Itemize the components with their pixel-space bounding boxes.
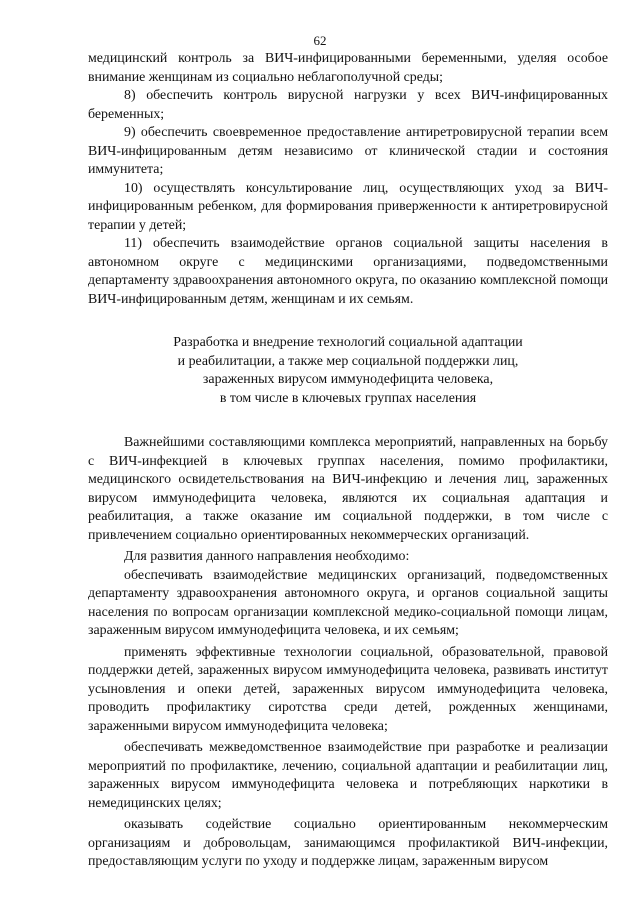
- section-heading: [88, 334, 608, 408]
- list-item: 11) обеспечить взаимодействие органов социальной защиты населения в автономном округе с медицинскими организациями, подведомственными департаменту здравоохранения автономного округа, по оказанию комплексной помощи ВИЧ-инфицированным детям, женщинам и их семьям.: [88, 236, 608, 307]
- section-heading-line: Разработка и внедрение технологий социальной адаптации: [173, 335, 523, 350]
- list-item: оказывать содействие социально ориентированным некоммерческим организациям и добровольцам, занимающимся профилактикой ВИЧ-инфекции, предоставляющим услуги по уходу и поддержке лицам, зараженным вирусом: [88, 817, 608, 869]
- paragraph: Для развития данного направления необходимо:: [124, 549, 410, 564]
- page-number: 62: [313, 33, 327, 48]
- paragraph: Важнейшими составляющими комплекса мероприятий, направленных на борьбу с ВИЧ-инфекцией в ключевых группах населения, помимо профилактики, медицинского освидетельствования на ВИЧ-инфекцию и лечения лиц, зараженных вирусом иммунодефицита человека, являются их социальная адаптация и реабилитация, а также оказание им социальной поддержки, в том числе с привлечением социально ориентированных некоммерческих организаций.: [88, 435, 608, 543]
- list-item: обеспечивать взаимодействие медицинских организаций, подведомственных департаменту здравоохранения автономного округа, и органов социальной защиты населения по вопросам организации комплексной медико-социальной помощи лицам, зараженным вирусом иммунодефицита человека, и их семьям;: [88, 567, 608, 638]
- section-heading-line: в том числе в ключевых группах населения: [219, 390, 477, 406]
- section-heading-line: зараженных вирусом иммунодефицита человека,: [202, 372, 494, 387]
- paragraph: медицинский контроль за ВИЧ-инфицированными беременными, уделяя особое внимание женщинам из социально неблагополучной среды;: [88, 51, 608, 85]
- list-item: 9) обеспечить своевременное предоставление антиретровирусной терапии всем ВИЧ-инфицированным детям независимо от клинической стадии и состояния иммунитета;: [88, 125, 608, 177]
- section-heading-line: и реабилитации, а также мер социальной поддержки лиц,: [177, 353, 519, 369]
- list-item: применять эффективные технологии социальной, образовательной, правовой поддержки детей, зараженных вирусом иммунодефицита человека, развивать институт усыновления и опеки детей, зараженных вирусом иммунодефицита человека, проводить профилактику сиротства среди детей, рожденных женщинами, зараженными вирусом иммунодефицита человека;: [88, 644, 608, 734]
- list-item: обеспечивать межведомственное взаимодействие при разработке и реализации мероприятий по профилактике, лечению, социальной адаптации и реабилитации лиц, зараженных вирусом иммунодефицита человека и потребляющих наркотики в немедицинских целях;: [88, 740, 608, 811]
- document-body: [88, 50, 608, 872]
- list-item: 10) осуществлять консультирование лиц, осуществляющих уход за ВИЧ-инфицированным ребенком, для формирования приверженности к антиретровирусной терапии у детей;: [88, 180, 608, 233]
- list-item: 8) обеспечить контроль вирусной нагрузки у всех ВИЧ-инфицированных беременных;: [88, 88, 608, 122]
